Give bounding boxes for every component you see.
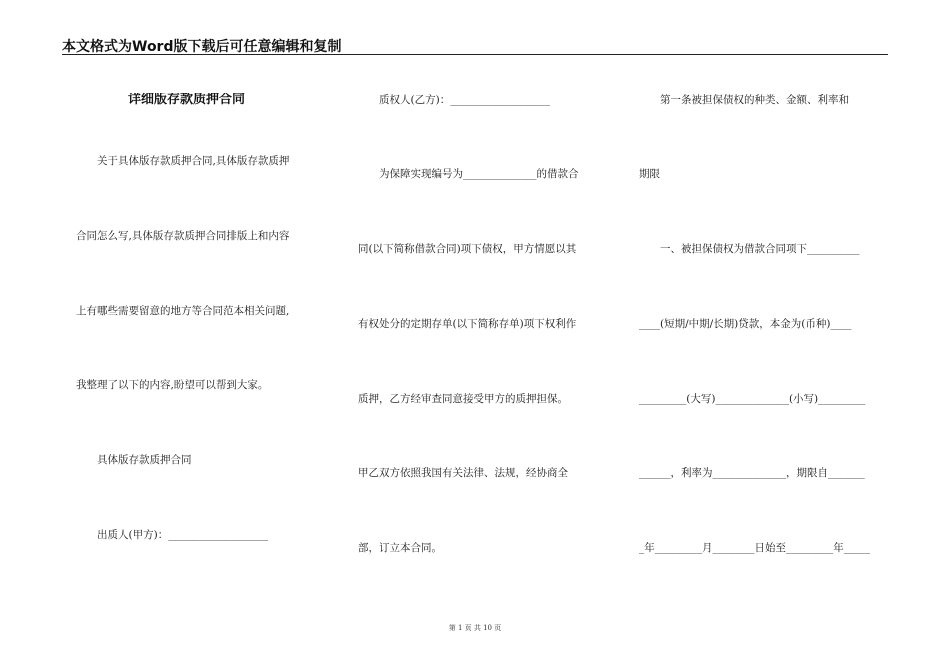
text-column-3 bbox=[639, 0, 889, 672]
pledgor-field-line: 出质人(甲方)：___________________ bbox=[76, 529, 268, 541]
document-banner: 本文格式为Word版下载后可任意编辑和复制 bbox=[62, 39, 342, 55]
text-line: ______，利率为______________，期限自_______ bbox=[639, 467, 865, 479]
page-number: 第 1 页 共 10 页 bbox=[448, 624, 502, 632]
text-line: 关于具体版存款质押合同,具体版存款质押 bbox=[76, 155, 290, 167]
pledgee-field-line: 质权人(乙方)：___________________ bbox=[358, 94, 550, 106]
text-line: 部，订立本合同。 bbox=[358, 542, 442, 554]
text-line: 具体版存款质押合同 bbox=[76, 454, 192, 466]
text-line: 一、被担保债权为借款合同项下__________ bbox=[639, 243, 860, 255]
text-line: 为保障实现编号为______________的借款合 bbox=[358, 168, 579, 180]
text-line: 同(以下简称借款合同)项下债权，甲方情愿以其 bbox=[358, 243, 577, 255]
text-line: 合同怎么写,具体版存款质押合同排版上和内容 bbox=[76, 230, 290, 242]
text-line: 质押，乙方经审查同意接受甲方的质押担保。 bbox=[358, 393, 568, 405]
contract-title: 详细版存款质押合同 bbox=[128, 93, 246, 107]
article-heading-line: 第一条被担保债权的种类、金额、利率和 bbox=[639, 94, 849, 106]
text-line: 甲乙双方依照我国有关法律、法规，经协商全 bbox=[358, 467, 568, 479]
text-line: ____(短期/中期/长期)贷款，本金为(币种)____ bbox=[639, 318, 852, 330]
text-line: 我整理了以下的内容,盼望可以帮到大家。 bbox=[76, 379, 269, 391]
text-line: 上有哪些需要留意的地方等合同范本相关问题, bbox=[76, 305, 290, 317]
text-line: 有权处分的定期存单(以下简称存单)项下权利作 bbox=[358, 318, 577, 330]
text-column-1 bbox=[76, 0, 326, 672]
text-line: _年_________月________日始至_________年_____ bbox=[639, 542, 870, 554]
text-line: 期限 bbox=[639, 168, 660, 180]
text-line: _________(大写)______________(小写)_________ bbox=[639, 393, 866, 405]
text-column-2 bbox=[358, 0, 608, 672]
